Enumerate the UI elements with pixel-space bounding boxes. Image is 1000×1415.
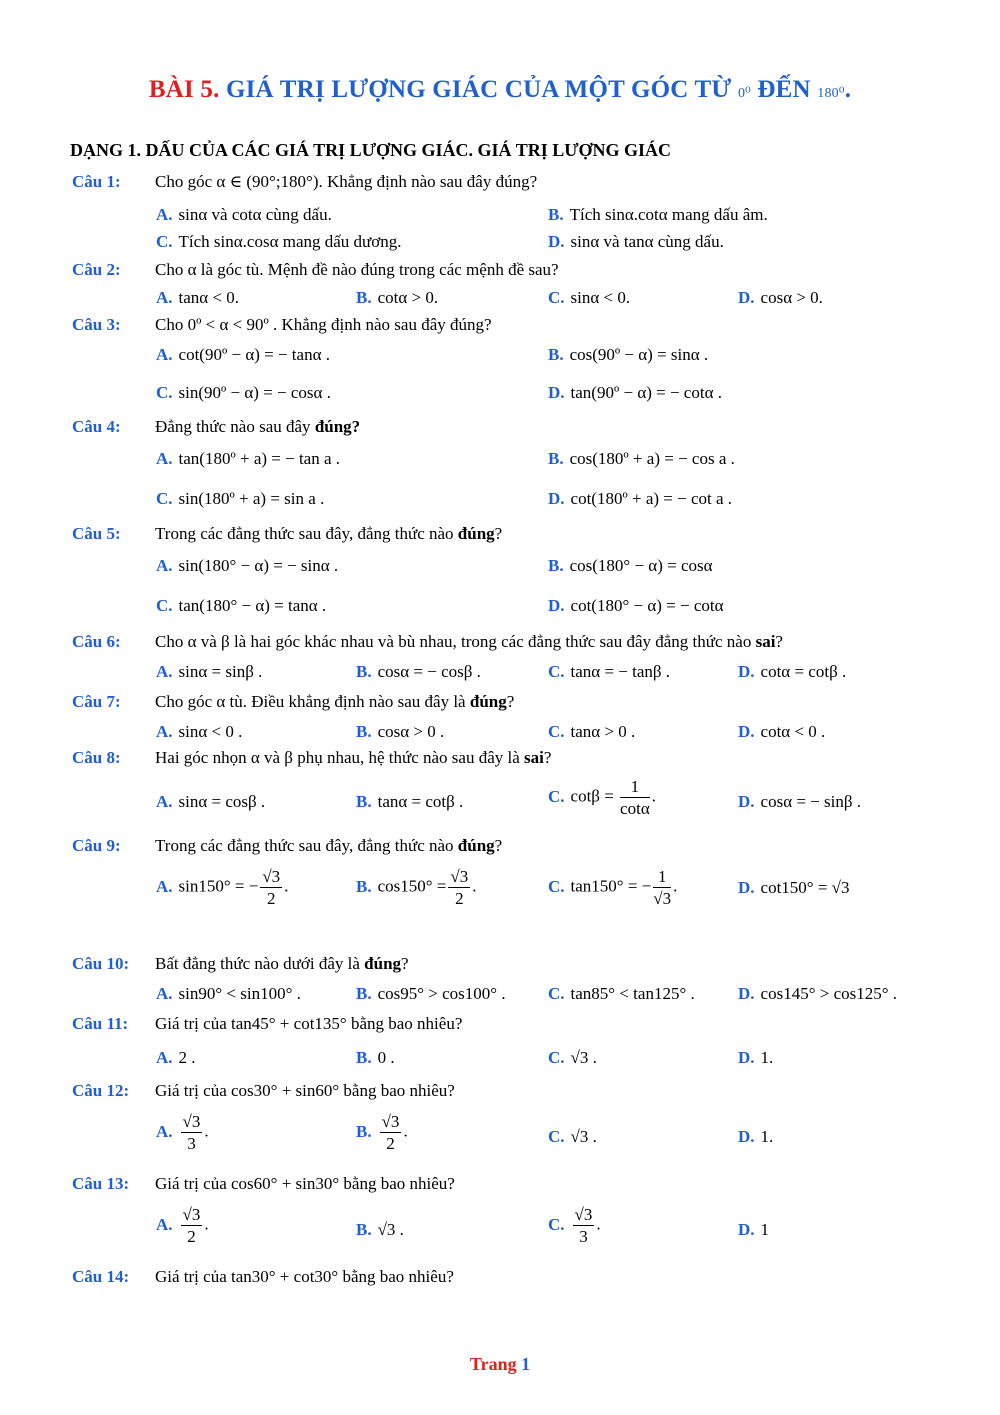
question-label: Câu 13: — [72, 1174, 130, 1193]
question-text — [155, 748, 551, 768]
option-text: √3 . — [570, 1048, 597, 1067]
option-d[interactable]: D. cot(180° − α) = − cotα — [548, 596, 724, 615]
title-from: 0⁰ — [737, 86, 751, 101]
option-c[interactable]: C. tan85° < tan125° . — [548, 984, 695, 1003]
option-text: tan(180º + a) = − tan a . — [178, 449, 341, 468]
option-text: 1. — [760, 1127, 774, 1146]
fraction — [653, 866, 671, 910]
option-text: cosα = − cosβ . — [377, 662, 481, 681]
option-text: 0 . — [377, 1048, 395, 1067]
option-text: sinα < 0. — [570, 288, 631, 307]
option-text: cosα > 0 . — [377, 722, 445, 741]
option-d[interactable]: D. cos145° > cos125° . — [738, 984, 898, 1003]
question-text-emphasis: đúng? — [314, 417, 361, 436]
question-text-emphasis: sai — [524, 748, 544, 767]
question-label: Câu 9: — [72, 836, 121, 855]
question-label: Câu 2: — [72, 260, 121, 279]
question-text-part: Trong các đẳng thức sau đây, đẳng thức nào — [155, 836, 458, 855]
option-a[interactable]: A. cot(90º − α) = − tanα . — [156, 345, 330, 364]
option-d[interactable]: D. cosα = − sinβ . — [738, 792, 862, 811]
page-number: 1 — [521, 1354, 531, 1374]
option-text: 2 . — [178, 1048, 196, 1067]
option-d[interactable]: D. sinα và tanα cùng dấu. — [548, 232, 724, 251]
numerator: √3 — [573, 1204, 595, 1226]
option-text: cot150° = √3 — [760, 878, 850, 897]
numerator: √3 — [181, 1204, 203, 1226]
option-a[interactable]: A. 2 . — [156, 1048, 196, 1067]
question-text: Cho 0º < α < 90º . Khẳng định nào sau đây đúng? — [155, 315, 492, 334]
option-b[interactable]: B. √3 . — [356, 1220, 404, 1239]
option-a[interactable]: A. tan(180º + a) = − tan a . — [156, 449, 341, 468]
title-text: GIÁ TRỊ LƯỢNG GIÁC CỦA MỘT GÓC TỪ — [225, 76, 732, 103]
question-label: Câu 1: — [72, 172, 121, 191]
denominator: cotα — [620, 799, 650, 819]
question-text-emphasis: đúng — [457, 836, 495, 855]
title-lesson-number: BÀI 5. — [148, 76, 220, 103]
question-label: Câu 7: — [72, 692, 121, 711]
option-text: sin(180º + a) = sin a . — [178, 489, 325, 508]
fraction — [573, 1204, 595, 1248]
option-text: cos(180° − α) = cosα — [569, 556, 713, 575]
option-text: cotβ = — [570, 786, 619, 806]
option-text: tanα < 0. — [178, 288, 240, 307]
fraction — [448, 866, 470, 910]
option-text: sin90° < sin100° . — [178, 984, 301, 1003]
question-text: Cho α là góc tù. Mệnh đề nào đúng trong các mệnh đề sau? — [155, 260, 559, 279]
option-text: sinα < 0 . — [178, 722, 243, 741]
option-b[interactable]: B. cos(180° − α) = cosα — [548, 556, 713, 575]
option-a[interactable]: A. sin(180° − α) = − sinα . — [156, 556, 339, 575]
option-c[interactable]: C. tanα = − tanβ . — [548, 662, 671, 681]
question-text — [155, 417, 360, 437]
option-c[interactable]: C. sin(180º + a) = sin a . — [156, 489, 325, 508]
question-text-part: ? — [543, 748, 552, 767]
option-text: sin(180° − α) = − sinα . — [178, 556, 339, 575]
option-text: sinα và tanα cùng dấu. — [570, 232, 724, 251]
option-a[interactable]: A. sin90° < sin100° . — [156, 984, 301, 1003]
question-text-part: ? — [506, 692, 515, 711]
option-b[interactable]: B. cos(180º + a) = − cos a . — [548, 449, 735, 468]
option-d[interactable]: D. 1. — [738, 1048, 774, 1067]
numerator: √3 — [448, 866, 470, 888]
question-text: Giá trị của tan45° + cot135° bằng bao nhiêu? — [155, 1014, 463, 1033]
option-text: cos(90º − α) = sinα . — [569, 345, 709, 364]
denominator: 2 — [455, 889, 464, 909]
option-b[interactable]: B. tanα = cotβ . — [356, 792, 464, 811]
option-text: cos145° > cos125° . — [760, 984, 898, 1003]
option-text: tan85° < tan125° . — [570, 984, 695, 1003]
denominator: √3 — [653, 889, 672, 909]
option-text: tanα = cotβ . — [377, 792, 464, 811]
denominator: 3 — [187, 1134, 196, 1154]
option-text: sinα = cosβ . — [178, 792, 266, 811]
option-text: cosα > 0. — [760, 288, 823, 307]
denominator: 2 — [386, 1134, 395, 1154]
question-label: Câu 11: — [72, 1014, 129, 1033]
option-b[interactable]: B. cosα = − cosβ . — [356, 662, 481, 681]
option-d[interactable]: D. cotα < 0 . — [738, 722, 826, 741]
option-c[interactable]: C. tanα > 0 . — [548, 722, 636, 741]
option-text: cot(180º + a) = − cot a . — [570, 489, 733, 508]
question-label: Câu 6: — [72, 632, 121, 651]
numerator: 1 — [620, 776, 650, 798]
question-text — [155, 692, 514, 712]
option-d[interactable]: D. 1 — [738, 1220, 770, 1239]
option-c[interactable]: C. √3 . — [548, 1048, 597, 1067]
option-text: tanα > 0 . — [570, 722, 636, 741]
option-text: cos150° = — [377, 876, 447, 896]
question-label: Câu 5: — [72, 524, 121, 543]
option-d[interactable]: D. cotα = cotβ . — [738, 662, 847, 681]
question-text-part: Đẳng thức nào sau đây — [155, 417, 315, 436]
numerator: 1 — [653, 866, 671, 888]
option-b[interactable]: B. cos(90º − α) = sinα . — [548, 345, 709, 364]
option-a[interactable]: A. sinα và cotα cùng dấu. — [156, 205, 332, 224]
question-text-part: Trong các đẳng thức sau đây, đẳng thức nào — [155, 524, 458, 543]
option-b[interactable]: B. cos150° = $\frac{√3}{2}$ . — [356, 867, 477, 909]
denominator: 2 — [267, 889, 276, 909]
page-footer — [0, 1354, 1000, 1375]
option-text: cot(90º − α) = − tanα . — [178, 345, 330, 364]
question-text — [155, 836, 502, 856]
option-text: sinα và cotα cùng dấu. — [178, 205, 332, 224]
option-text: tan(180° − α) = tanα . — [178, 596, 327, 615]
section-heading: DẠNG 1. DẤU CỦA CÁC GIÁ TRỊ LƯỢNG GIÁC. GIÁ TRỊ LƯỢNG GIÁC — [70, 140, 672, 160]
option-text: sin(90º − α) = − cosα . — [178, 383, 331, 402]
option-a[interactable]: A. sinα = cosβ . — [156, 792, 266, 811]
option-b[interactable]: B. cos95° > cos100° . — [356, 984, 506, 1003]
option-text: √3 . — [570, 1127, 597, 1146]
question-label: Câu 3: — [72, 315, 121, 334]
numerator: √3 — [181, 1111, 203, 1133]
option-text: Tích sinα.cotα mang dấu âm. — [569, 205, 768, 224]
question-text-part: ? — [494, 524, 503, 543]
option-text: tan(90º − α) = − cotα . — [570, 383, 722, 402]
option-b[interactable]: B. 0 . — [356, 1048, 395, 1067]
fraction — [181, 1204, 203, 1248]
option-b[interactable]: B. $\frac{√3}{2}$ . — [356, 1112, 408, 1154]
question-text-part: ? — [494, 836, 503, 855]
question-text-emphasis: đúng — [457, 524, 495, 543]
question-text — [155, 524, 502, 544]
option-text: cotα > 0. — [377, 288, 439, 307]
option-a[interactable]: A. $\frac{√3}{2}$ . — [156, 1205, 209, 1247]
option-d[interactable]: D. cosα > 0. — [738, 288, 823, 307]
option-a[interactable]: A. sinα = sinβ . — [156, 662, 263, 681]
question-text — [155, 632, 783, 652]
question-text-emphasis: sai — [755, 632, 776, 651]
question-text-part: Cho góc α tù. Điều khẳng định nào sau đây là — [155, 692, 470, 711]
option-text: tanα = − tanβ . — [570, 662, 671, 681]
option-d[interactable]: D. cot(180º + a) = − cot a . — [548, 489, 733, 508]
option-d[interactable]: D. tan(90º − α) = − cotα . — [548, 383, 722, 402]
option-a[interactable]: A. $\frac{√3}{3}$ . — [156, 1112, 209, 1154]
title-end: . — [844, 76, 852, 103]
page-title — [0, 76, 1000, 104]
option-d[interactable]: D. 1. — [738, 1127, 774, 1146]
question-text — [155, 954, 409, 974]
option-text: 1 — [760, 1220, 770, 1239]
option-c[interactable]: C. tan150° = − $\frac{1}{√3}$ . — [548, 867, 678, 909]
option-text: 1. — [760, 1048, 774, 1067]
option-b[interactable]: B. cosα > 0 . — [356, 722, 445, 741]
question-label: Câu 12: — [72, 1081, 130, 1100]
option-c[interactable]: C. $\frac{√3}{3}$ . — [548, 1205, 601, 1247]
option-a[interactable]: A. tanα < 0. — [156, 288, 240, 307]
option-text: cos95° > cos100° . — [377, 984, 506, 1003]
question-text-part: Cho α và β là hai góc khác nhau và bù nhau, trong các đẳng thức sau đây đẳng thức nào — [155, 632, 756, 651]
option-text: tan150° = − — [570, 876, 652, 896]
question-text-part: ? — [401, 954, 409, 973]
fraction — [380, 1111, 402, 1155]
option-text: . — [651, 786, 656, 806]
question-text: Giá trị của cos30° + sin60° bằng bao nhiêu? — [155, 1081, 455, 1100]
option-text: sinα = sinβ . — [178, 662, 263, 681]
option-text: cosα = − sinβ . — [760, 792, 862, 811]
numerator: √3 — [260, 866, 282, 888]
option-text: Tích sinα.cosα mang dấu dương. — [178, 232, 402, 251]
fraction — [620, 776, 650, 820]
option-a[interactable]: A. sinα < 0 . — [156, 722, 243, 741]
question-text: Cho góc α ∈ (90°;180°). Khẳng định nào sau đây đúng? — [155, 172, 538, 191]
denominator: 2 — [187, 1227, 196, 1247]
numerator: √3 — [380, 1111, 402, 1133]
option-c[interactable]: C. √3 . — [548, 1127, 597, 1146]
option-d[interactable]: D. cot150° = √3 — [738, 878, 850, 897]
question-text: Giá trị của cos60° + sin30° bằng bao nhiêu? — [155, 1174, 455, 1193]
question-label: Câu 8: — [72, 748, 121, 767]
option-b[interactable]: B. cotα > 0. — [356, 288, 439, 307]
option-text: cos(180º + a) = − cos a . — [569, 449, 735, 468]
question-label: Câu 10: — [72, 954, 130, 973]
question-text-emphasis: đúng — [364, 954, 402, 973]
option-c[interactable]: C. tan(180° − α) = tanα . — [156, 596, 327, 615]
option-c[interactable]: C. sinα < 0. — [548, 288, 631, 307]
fraction — [181, 1111, 203, 1155]
denominator: 3 — [579, 1227, 588, 1247]
title-mid: ĐẾN — [757, 76, 811, 103]
fraction — [260, 866, 282, 910]
question-text-part: Hai góc nhọn α và β phụ nhau, hệ thức nào sau đây là — [155, 748, 525, 767]
option-b[interactable]: B. Tích sinα.cotα mang dấu âm. — [548, 205, 768, 224]
question-label: Câu 4: — [72, 417, 121, 436]
option-c[interactable]: C. Tích sinα.cosα mang dấu dương. — [156, 232, 402, 251]
question-text-part: Bất đẳng thức nào dưới đây là — [155, 954, 365, 973]
question-label: Câu 14: — [72, 1267, 130, 1286]
option-a[interactable]: A. sin150° = − $\frac{√3}{2}$ . — [156, 867, 289, 909]
option-text: cot(180° − α) = − cotα — [570, 596, 724, 615]
question-text: Giá trị của tan30° + cot30° bằng bao nhiêu? — [155, 1267, 454, 1286]
option-text: sin150° = − — [178, 876, 259, 896]
option-text: cotα = cotβ . — [760, 662, 847, 681]
title-to: 180⁰ — [817, 86, 845, 101]
question-text-emphasis: đúng — [469, 692, 507, 711]
option-text: √3 . — [377, 1220, 404, 1239]
option-c[interactable]: C. cotβ = $\frac{1}{\cot\alpha}$ . — [548, 777, 656, 819]
option-text: cotα < 0 . — [760, 722, 826, 741]
footer-word: Trang — [469, 1354, 517, 1374]
option-c[interactable]: C. sin(90º − α) = − cosα . — [156, 383, 331, 402]
question-text-part: ? — [775, 632, 783, 651]
